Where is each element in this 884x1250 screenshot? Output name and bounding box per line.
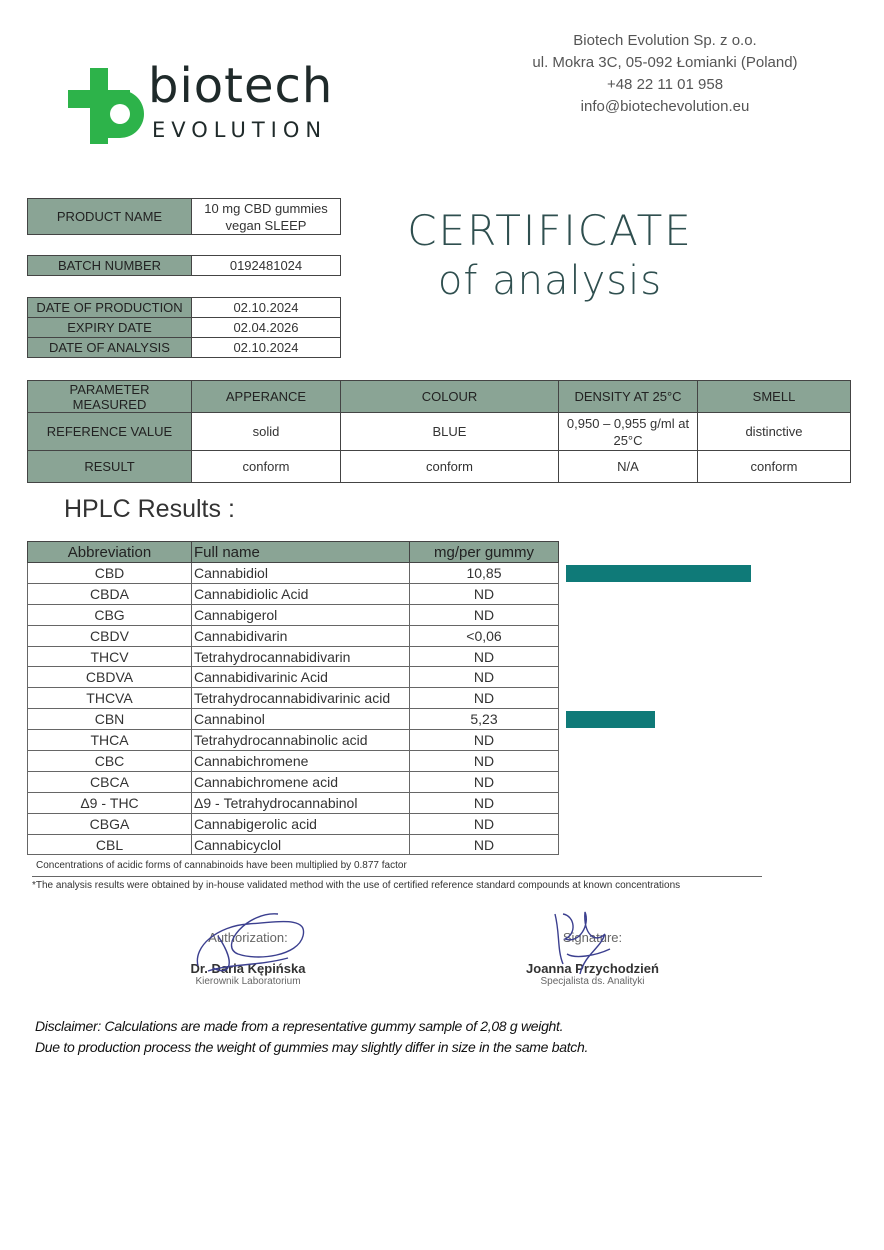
expiry-date-label: EXPIRY DATE	[28, 318, 192, 338]
hplc-full-name-cell: Cannabidivarinic Acid	[192, 667, 410, 688]
hplc-abbreviation-cell: CBGA	[28, 813, 192, 834]
hplc-full-name-cell: Tetrahydrocannabidivarin	[192, 646, 410, 667]
result-cell: conform	[698, 451, 851, 483]
expiry-date-value: 02.04.2026	[192, 318, 341, 338]
hplc-mg-cell: ND	[410, 688, 559, 709]
hplc-mg-cell: ND	[410, 730, 559, 751]
analysis-date-label: DATE OF ANALYSIS	[28, 338, 192, 358]
table-row	[28, 709, 559, 730]
param-header-cell: COLOUR	[341, 381, 559, 413]
table-row	[28, 667, 559, 688]
hplc-full-name-cell: Δ9 - Tetrahydrocannabinol	[192, 792, 410, 813]
result-cell: conform	[341, 451, 559, 483]
reference-value-label: REFERENCE VALUE	[28, 413, 192, 451]
param-header-cell: PARAMETER MEASURED	[28, 381, 192, 413]
reference-cell: BLUE	[341, 413, 559, 451]
hplc-col-mg: mg/per gummy	[410, 542, 559, 563]
batch-table	[27, 255, 341, 276]
table-row	[28, 625, 559, 646]
hplc-mg-cell: 10,85	[410, 563, 559, 584]
company-name: Biotech Evolution Sp. z o.o.	[573, 32, 757, 49]
parameters-header-row	[28, 381, 851, 413]
hplc-abbreviation-cell: THCV	[28, 646, 192, 667]
hplc-full-name-cell: Cannabichromene	[192, 751, 410, 772]
company-phone: +48 22 11 01 958	[606, 76, 724, 93]
hplc-full-name-cell: Tetrahydrocannabinolic acid	[192, 730, 410, 751]
hplc-title: HPLC Results :	[64, 495, 235, 523]
reference-cell: solid	[192, 413, 341, 451]
table-row	[28, 604, 559, 625]
signature-role: Signature:	[562, 930, 623, 945]
hplc-mg-cell: <0,06	[410, 625, 559, 646]
logo-word-evolution: EVOLUTION	[152, 118, 328, 142]
signature-name: Joanna Przychodzień	[526, 961, 659, 976]
table-row	[28, 646, 559, 667]
signature-block	[505, 930, 680, 987]
product-name-label: PRODUCT NAME	[28, 199, 192, 235]
handwritten-signature-right	[545, 904, 625, 994]
authorization-name: Dr. Daria Kępińska	[190, 961, 306, 976]
hplc-full-name-cell: Cannabigerolic acid	[192, 813, 410, 834]
hplc-mg-cell: ND	[410, 792, 559, 813]
disclaimer-line2: Due to production process the weight of gummies may slightly differ in size in the same batch.	[35, 1039, 589, 1055]
product-name-line1: 10 mg CBD gummies	[204, 200, 328, 216]
hplc-results-table	[27, 541, 559, 855]
table-row	[28, 813, 559, 834]
product-name-table	[27, 198, 341, 235]
dates-table	[27, 297, 341, 358]
hplc-full-name-cell: Cannabicyclol	[192, 834, 410, 855]
hplc-abbreviation-cell: CBDA	[28, 583, 192, 604]
hplc-mg-cell: ND	[410, 771, 559, 792]
certificate-title	[400, 206, 700, 306]
hplc-col-full-name: Full name	[192, 542, 410, 563]
table-row	[28, 563, 559, 584]
logo-cross-icon	[68, 68, 148, 144]
hplc-mg-cell: ND	[410, 834, 559, 855]
production-date-value: 02.10.2024	[192, 298, 341, 318]
param-header-cell: SMELL	[698, 381, 851, 413]
table-row	[28, 751, 559, 772]
hplc-abbreviation-cell: CBDVA	[28, 667, 192, 688]
certificate-title-line1: CERTIFICATE	[407, 206, 693, 255]
table-row	[28, 730, 559, 751]
hplc-full-name-cell: Cannabigerol	[192, 604, 410, 625]
hplc-abbreviation-cell: CBN	[28, 709, 192, 730]
signature-title: Specjalista ds. Analityki	[540, 976, 645, 987]
production-date-label: DATE OF PRODUCTION	[28, 298, 192, 318]
result-cell: conform	[192, 451, 341, 483]
company-logo	[68, 58, 368, 150]
hplc-abbreviation-cell: THCVA	[28, 688, 192, 709]
reference-cell: 0,950 – 0,955 g/ml at 25°C	[559, 413, 698, 451]
hplc-mg-cell: ND	[410, 667, 559, 688]
hplc-abbreviation-cell: CBL	[28, 834, 192, 855]
authorization-role: Authorization:	[208, 930, 288, 945]
hplc-col-abbreviation: Abbreviation	[28, 542, 192, 563]
result-cell: N/A	[559, 451, 698, 483]
hplc-mg-cell: ND	[410, 751, 559, 772]
result-label: RESULT	[28, 451, 192, 483]
method-note: *The analysis results were obtained by in-house validated method with the use of certified reference standard compounds at known concentrations	[32, 880, 681, 891]
batch-label: BATCH NUMBER	[28, 256, 192, 276]
reference-cell: distinctive	[698, 413, 851, 451]
reference-value-row	[28, 413, 851, 451]
analysis-date-value: 02.10.2024	[192, 338, 341, 358]
disclaimer-line1: Disclaimer: Calculations are made from a representative gummy sample of 2,08 g weight.	[35, 1018, 564, 1034]
hplc-abbreviation-cell: THCA	[28, 730, 192, 751]
hplc-mg-cell: ND	[410, 604, 559, 625]
param-header-cell: DENSITY AT 25°C	[559, 381, 698, 413]
hplc-mg-cell: 5,23	[410, 709, 559, 730]
hplc-bar-cbn	[566, 711, 655, 728]
handwritten-signature-left	[188, 906, 318, 986]
hplc-header-row	[28, 542, 559, 563]
acid-factor-note: Concentrations of acidic forms of cannabinoids have been multiplied by 0.877 factor	[36, 860, 407, 871]
hplc-abbreviation-cell: CBG	[28, 604, 192, 625]
table-row	[28, 792, 559, 813]
hplc-full-name-cell: Cannabichromene acid	[192, 771, 410, 792]
hplc-abbreviation-cell: Δ9 - THC	[28, 792, 192, 813]
hplc-full-name-cell: Cannabinol	[192, 709, 410, 730]
product-name-value	[192, 199, 341, 235]
table-row	[28, 771, 559, 792]
hplc-mg-cell: ND	[410, 583, 559, 604]
result-row	[28, 451, 851, 483]
disclaimer	[35, 1016, 588, 1058]
logo-word-biotech: biotech	[148, 58, 334, 114]
table-row	[28, 834, 559, 855]
company-address	[500, 30, 830, 118]
parameters-table	[27, 380, 851, 483]
hplc-full-name-cell: Cannabidivarin	[192, 625, 410, 646]
hplc-bar-cbd	[566, 565, 751, 582]
table-row	[28, 688, 559, 709]
company-email: info@biotechevolution.eu	[580, 98, 750, 115]
table-row	[28, 583, 559, 604]
param-header-cell: APPERANCE	[192, 381, 341, 413]
batch-value: 0192481024	[192, 256, 341, 276]
hplc-full-name-cell: Cannabidiol	[192, 563, 410, 584]
divider	[32, 876, 762, 877]
hplc-mg-cell: ND	[410, 646, 559, 667]
hplc-abbreviation-cell: CBC	[28, 751, 192, 772]
hplc-abbreviation-cell: CBCA	[28, 771, 192, 792]
hplc-full-name-cell: Tetrahydrocannabidivarinic acid	[192, 688, 410, 709]
authorization-signature-block	[178, 930, 318, 987]
certificate-title-line2: of analysis	[437, 258, 663, 304]
authorization-title: Kierownik Laboratorium	[195, 976, 301, 987]
hplc-abbreviation-cell: CBD	[28, 563, 192, 584]
hplc-abbreviation-cell: CBDV	[28, 625, 192, 646]
hplc-mg-cell: ND	[410, 813, 559, 834]
product-name-line2: vegan SLEEP	[225, 217, 307, 233]
hplc-full-name-cell: Cannabidiolic Acid	[192, 583, 410, 604]
company-street: ul. Mokra 3C, 05-092 Łomianki (Poland)	[532, 54, 798, 71]
